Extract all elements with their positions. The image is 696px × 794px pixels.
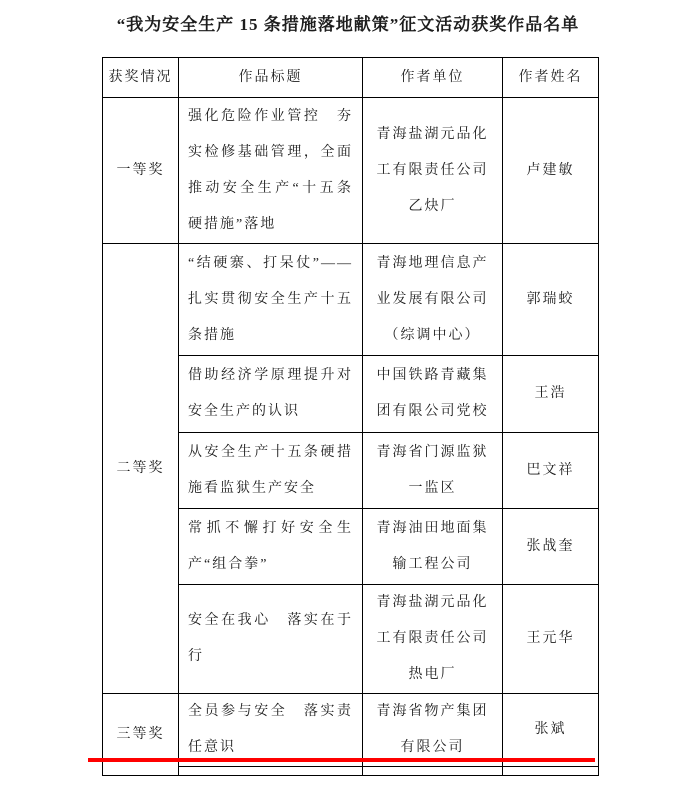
red-underline	[88, 758, 595, 762]
author-org-cell: 青海省门源监狱一监区	[363, 433, 503, 509]
author-name-cell: 卢建敏	[503, 98, 599, 244]
author-name-cell: 张斌	[503, 694, 599, 767]
author-org-cell: 青海油田地面集输工程公司	[363, 509, 503, 585]
empty-cell	[179, 767, 363, 776]
work-title-cell: 安全在我心 落实在于行	[179, 585, 363, 694]
column-header-author: 作者姓名	[503, 58, 599, 98]
table-row	[103, 694, 599, 767]
awards-table	[102, 57, 599, 776]
table-row	[103, 98, 599, 244]
author-name-cell: 张战奎	[503, 509, 599, 585]
author-org-cell: 青海盐湖元品化工有限责任公司乙炔厂	[363, 98, 503, 244]
author-org-cell: 青海地理信息产业发展有限公司（综调中心）	[363, 244, 503, 356]
author-org-cell: 青海盐湖元品化工有限责任公司热电厂	[363, 585, 503, 694]
column-header-title: 作品标题	[179, 58, 363, 98]
work-title-cell: 全员参与安全 落实责任意识	[179, 694, 363, 767]
author-name-cell: 王浩	[503, 356, 599, 433]
work-title-cell: 常抓不懈打好安全生产“组合拳”	[179, 509, 363, 585]
award-cell-second-prize: 二等奖	[103, 244, 179, 694]
empty-cell	[503, 767, 599, 776]
award-cell-third-prize: 三等奖	[103, 694, 179, 776]
author-org-cell: 中国铁路青藏集团有限公司党校	[363, 356, 503, 433]
work-title-cell: 借助经济学原理提升对安全生产的认识	[179, 356, 363, 433]
work-title-cell: 从安全生产十五条硬措施看监狱生产安全	[179, 433, 363, 509]
work-title-cell: “结硬寨、打呆仗”——扎实贯彻安全生产十五条措施	[179, 244, 363, 356]
author-name-cell: 王元华	[503, 585, 599, 694]
table-row	[103, 244, 599, 356]
column-header-award: 获奖情况	[103, 58, 179, 98]
author-name-cell: 郭瑞蛟	[503, 244, 599, 356]
column-header-org: 作者单位	[363, 58, 503, 98]
work-title-cell: 强化危险作业管控 夯实检修基础管理，全面推动安全生产“十五条硬措施”落地	[179, 98, 363, 244]
award-cell-first-prize: 一等奖	[103, 98, 179, 244]
document-title: “我为安全生产 15 条措施落地献策”征文活动获奖作品名单	[116, 15, 580, 34]
author-org-cell: 青海省物产集团有限公司	[363, 694, 503, 767]
table-header-row	[103, 58, 599, 98]
empty-cell	[363, 767, 503, 776]
author-name-cell: 巴文祥	[503, 433, 599, 509]
